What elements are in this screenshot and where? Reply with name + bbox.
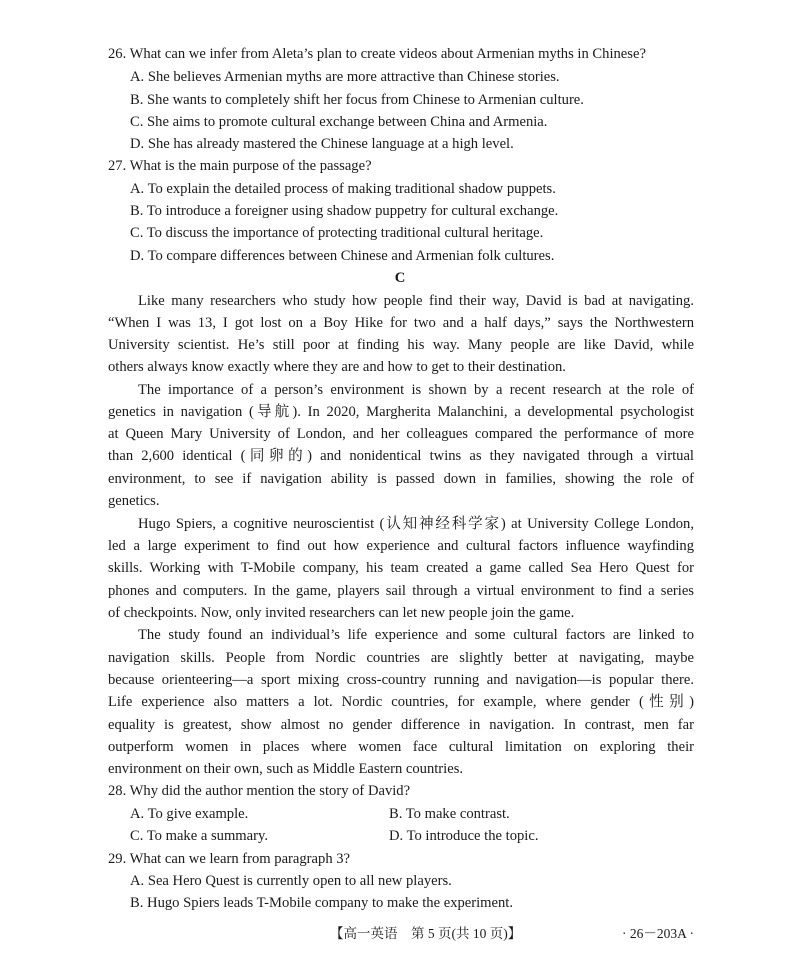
question-29-option-a: A. Sea Hero Quest is currently open to all new players. [130,873,452,889]
paragraph-4-line: The study found an individual’s life experience and some cultural factors are linked to [138,627,694,643]
paragraph-2-line: genetics. [108,493,160,509]
paragraph-4-line: outperform women in places where women face cultural limitation on exploring their [108,739,694,755]
paragraph-1-line: “When I was 13, I got lost on a Boy Hike for two and a half days,” says the Northwestern [108,315,694,331]
question-27-option-c: C. To discuss the importance of protecting traditional cultural heritage. [130,225,544,241]
paragraph-3-line: of checkpoints. Now, only invited researchers can let new people join the game. [108,605,575,621]
paragraph-4-line: environment on their own, such as Middle Eastern countries. [108,761,464,777]
section-title: C [394,270,406,286]
question-27-option-a: A. To explain the detailed process of making traditional shadow puppets. [130,181,556,197]
question-28-option-c: C. To make a summary. [130,828,268,844]
question-26-option-b: B. She wants to completely shift her focus from Chinese to Armenian culture. [130,92,584,108]
paragraph-3-line: skills. Working with T-Mobile company, his team created a game called Sea Hero Quest for [108,560,694,576]
paragraph-1-line: University scientist. He’s still poor at finding his way. Many people are like David, while [108,337,694,353]
question-28-option-b: B. To make contrast. [389,806,510,822]
question-27-option-d: D. To compare differences between Chinese and Armenian folk cultures. [130,248,555,264]
question-26-option-c: C. She aims to promote cultural exchange between China and Armenia. [130,114,548,130]
page-footer-code: · 26－203A · [622,926,694,941]
paragraph-4-line: Life experience also matters a lot. Nordic countries, for example, where gender (性别) [108,694,694,710]
paragraph-4-line: navigation skills. People from Nordic countries are slightly better at navigating, maybe [108,650,694,666]
paragraph-4-line: because orienteering—a sport mixing cross-country running and navigation—is popular there. [108,672,694,688]
paragraph-4-line: equality is greatest, show almost no gender difference in navigation. In contrast, men far [108,717,694,733]
question-26-stem: 26. What can we infer from Aleta’s plan to create videos about Armenian myths in Chinese? [108,46,646,62]
question-29-option-b: B. Hugo Spiers leads T-Mobile company to make the experiment. [130,895,514,911]
page-footer-label: 【高一英语 第 5 页(共 10 页)】 [330,926,522,941]
paragraph-2-line: environment, to see if navigation ability is passed down in families, showing the role of [108,471,694,487]
question-28-option-a: A. To give example. [130,806,249,822]
question-26-option-a: A. She believes Armenian myths are more attractive than Chinese stories. [130,69,560,85]
paragraph-3-line: Hugo Spiers, a cognitive neuroscientist (认知神经科学家) at University College London, [138,516,694,532]
question-29-stem: 29. What can we learn from paragraph 3? [108,851,351,867]
paragraph-3-line: phones and computers. In the game, players sail through a virtual environment to find a series [108,583,694,599]
question-28-option-d: D. To introduce the topic. [389,828,539,844]
paragraph-2-line: The importance of a person’s environment is shown by a recent research at the role of [138,382,694,398]
question-27-option-b: B. To introduce a foreigner using shadow puppetry for cultural exchange. [130,203,559,219]
question-26-option-d: D. She has already mastered the Chinese language at a high level. [130,136,514,152]
paragraph-1-line: Like many researchers who study how people find their way, David is bad at navigating. [138,293,694,309]
question-27-stem: 27. What is the main purpose of the passage? [108,158,372,174]
paragraph-2-line: genetics in navigation (导航). In 2020, Margherita Malanchini, a developmental psychologist [108,404,694,420]
paragraph-1-line: others always know exactly where they are and how to get to their destination. [108,359,566,375]
question-28-stem: 28. Why did the author mention the story of David? [108,783,411,799]
paragraph-2-line: at Queen Mary University of London, and her colleagues compared the performance of more [108,426,694,442]
paragraph-3-line: led a large experiment to find out how experience and cultural factors influence wayfinding [108,538,694,554]
paragraph-2-line: than 2,600 identical (同卵的) and nonidentical twins as they navigated through a virtual [108,448,694,464]
